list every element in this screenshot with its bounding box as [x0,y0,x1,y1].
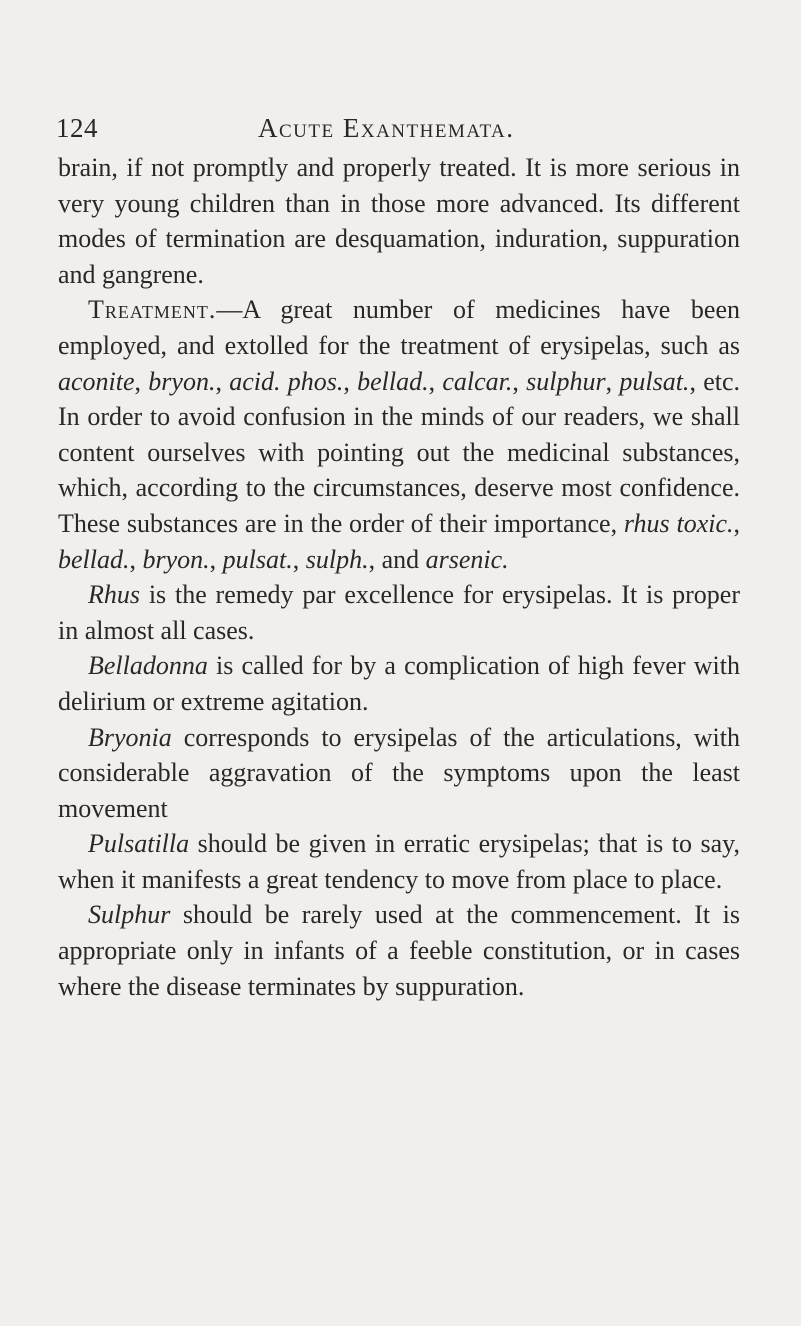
separator: , [733,508,740,538]
remedy-heading: Sulphur [88,900,171,930]
separator: , [215,366,230,396]
remedy-name: rhus toxic. [623,508,734,538]
remedy-name: aconite [58,366,135,396]
separator: , [209,544,223,574]
paragraph-text: corresponds to erysipelas of the articulations, with considerable aggravation of the symptoms upon the least movement [58,722,740,823]
remedy-heading: Bryonia [88,722,172,752]
separator: , [129,544,143,574]
remedy-name: bryon. [148,366,216,396]
remedy-heading: Rhus [88,580,140,610]
paragraph-bryonia [58,720,740,827]
separator: , [512,366,527,396]
separator: , [428,366,443,396]
paragraph-text: should be given in erratic erysipelas; that is to say, when it manifests a great tendency to move from place to place. [58,829,740,894]
paragraph-rhus [58,577,740,648]
body-text [58,150,740,1004]
paragraph-text: is the remedy par excellence for erysipelas. It is proper in almost all cases. [58,580,740,645]
remedy-name: sulphur [526,366,606,396]
separator: , [343,366,358,396]
remedy-name: sulph. [305,544,369,574]
remedy-name: bellad. [58,544,130,574]
section-lead: Treatment. [88,295,217,325]
text-run: —A great number of medicines have been employed, and extolled for the treatment of erysipelas, such as [58,295,740,360]
remedy-name: arsenic. [425,544,509,574]
remedy-heading: Belladonna [88,651,208,681]
text-run: , etc. In order to avoid confusion in the minds of our readers, we shall content ourselves with pointing out the medicinal substances, which, according to the circumstances, deserve most confidence. These substances are in the order of their importance, [58,366,740,538]
running-title: Acute Exanthemata. [258,113,515,143]
paragraph-text: is called for by a complication of high fever with delirium or extreme agitation. [58,651,740,716]
remedy-name: acid. phos. [229,366,344,396]
remedy-heading: Pulsatilla [88,829,190,859]
remedy-name: pulsat. [619,366,690,396]
paragraph-belladonna [58,648,740,719]
remedy-name: bryon. [142,544,210,574]
paragraph-text: should be rarely used at the commencement. It is appropriate only in infants of a feeble constitution, or in cases where the disease terminates by suppuration. [58,900,740,1001]
remedy-name: bellad. [357,366,429,396]
separator: , [292,544,306,574]
remedy-name: pulsat. [222,544,293,574]
paragraph-treatment [58,292,740,577]
paragraph-1: brain, if not promptly and properly treated. It is more serious in very young children than in those more advanced. Its different modes of termination are desquamation, induration, suppuration and gangrene. [58,153,740,289]
separator: , and [368,544,426,574]
page-number: 124 [56,113,98,143]
paragraph-pulsatilla [58,826,740,897]
separator: , [134,366,149,396]
separator: , [605,366,620,396]
paragraph-sulphur [58,897,740,1004]
remedy-name: calcar. [442,366,513,396]
